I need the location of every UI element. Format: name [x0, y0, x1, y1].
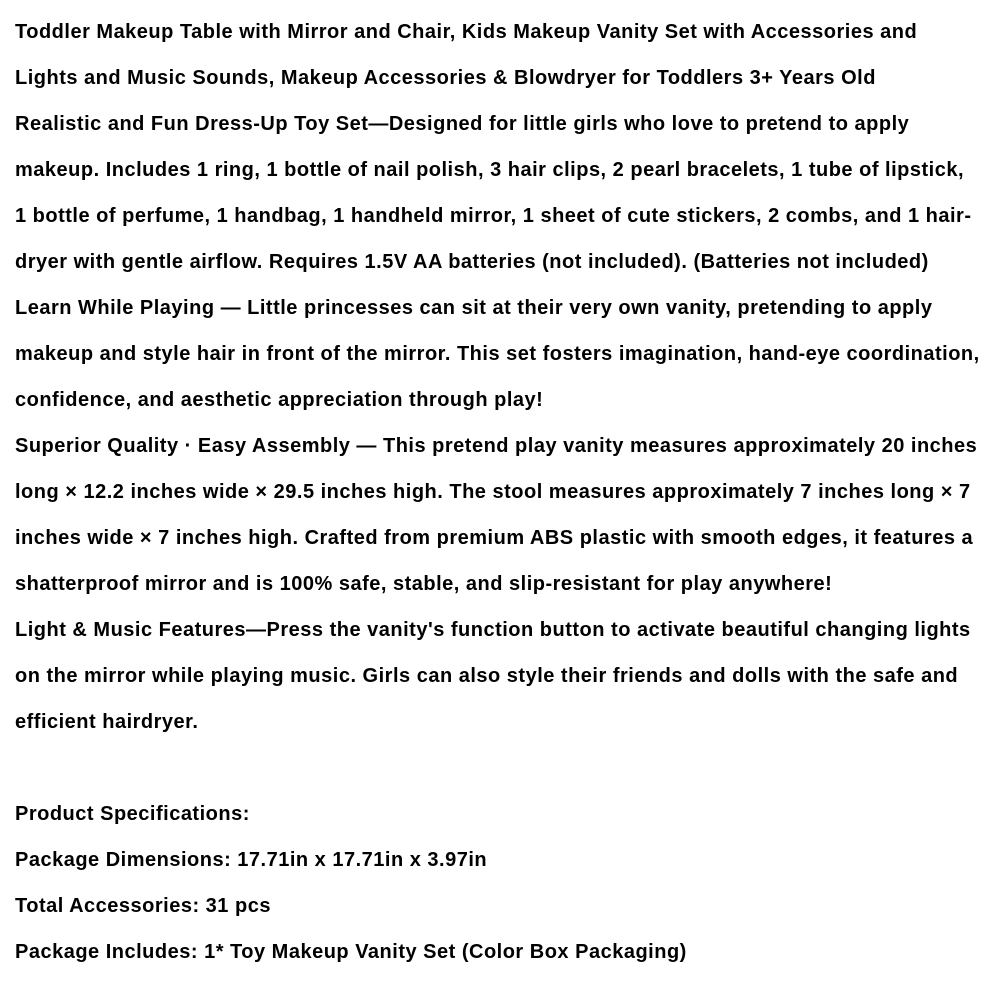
description-line: Toddler Makeup Table with Mirror and Chair, Kids Makeup Vanity Set with Accessories and: [15, 21, 918, 43]
description-line: Light & Music Features—Press the vanity's function button to activate beautiful changing lights: [15, 619, 971, 641]
description-line: 1 bottle of perfume, 1 handbag, 1 handheld mirror, 1 sheet of cute stickers, 2 combs, and 1 hair-: [15, 205, 972, 227]
description-line: long × 12.2 inches wide × 29.5 inches high. The stool measures approximately 7 inches long × 7: [15, 481, 971, 503]
description-line: shatterproof mirror and is 100% safe, stable, and slip-resistant for play anywhere!: [15, 573, 833, 595]
description-line: makeup. Includes 1 ring, 1 bottle of nail polish, 3 hair clips, 2 pearl bracelets, 1 tube of lipstick,: [15, 159, 965, 181]
spec-heading: Product Specifications:: [15, 803, 250, 825]
spec-package-includes: Package Includes: 1* Toy Makeup Vanity Set (Color Box Packaging): [15, 941, 687, 963]
spec-total-accessories: Total Accessories: 31 pcs: [15, 895, 271, 917]
description-line: Learn While Playing — Little princesses can sit at their very own vanity, pretending to apply: [15, 297, 933, 319]
description-line: Realistic and Fun Dress-Up Toy Set—Designed for little girls who love to pretend to apply: [15, 113, 910, 135]
spec-package-dimensions: Package Dimensions: 17.71in x 17.71in x 3.97in: [15, 849, 488, 871]
description-line: Superior Quality · Easy Assembly — This pretend play vanity measures approximately 20 inches: [15, 435, 978, 457]
description-line: dryer with gentle airflow. Requires 1.5V AA batteries (not included). (Batteries not included): [15, 251, 929, 273]
description-line: inches wide × 7 inches high. Crafted from premium ABS plastic with smooth edges, it features a: [15, 527, 974, 549]
description-line: on the mirror while playing music. Girls can also style their friends and dolls with the safe and: [15, 665, 959, 687]
blank-line: [15, 745, 990, 791]
description-line: Lights and Music Sounds, Makeup Accessories & Blowdryer for Toddlers 3+ Years Old: [15, 67, 876, 89]
description-line: confidence, and aesthetic appreciation through play!: [15, 389, 544, 411]
description-line: makeup and style hair in front of the mirror. This set fosters imagination, hand-eye coordination,: [15, 343, 980, 365]
description-line: efficient hairdryer.: [15, 711, 199, 733]
